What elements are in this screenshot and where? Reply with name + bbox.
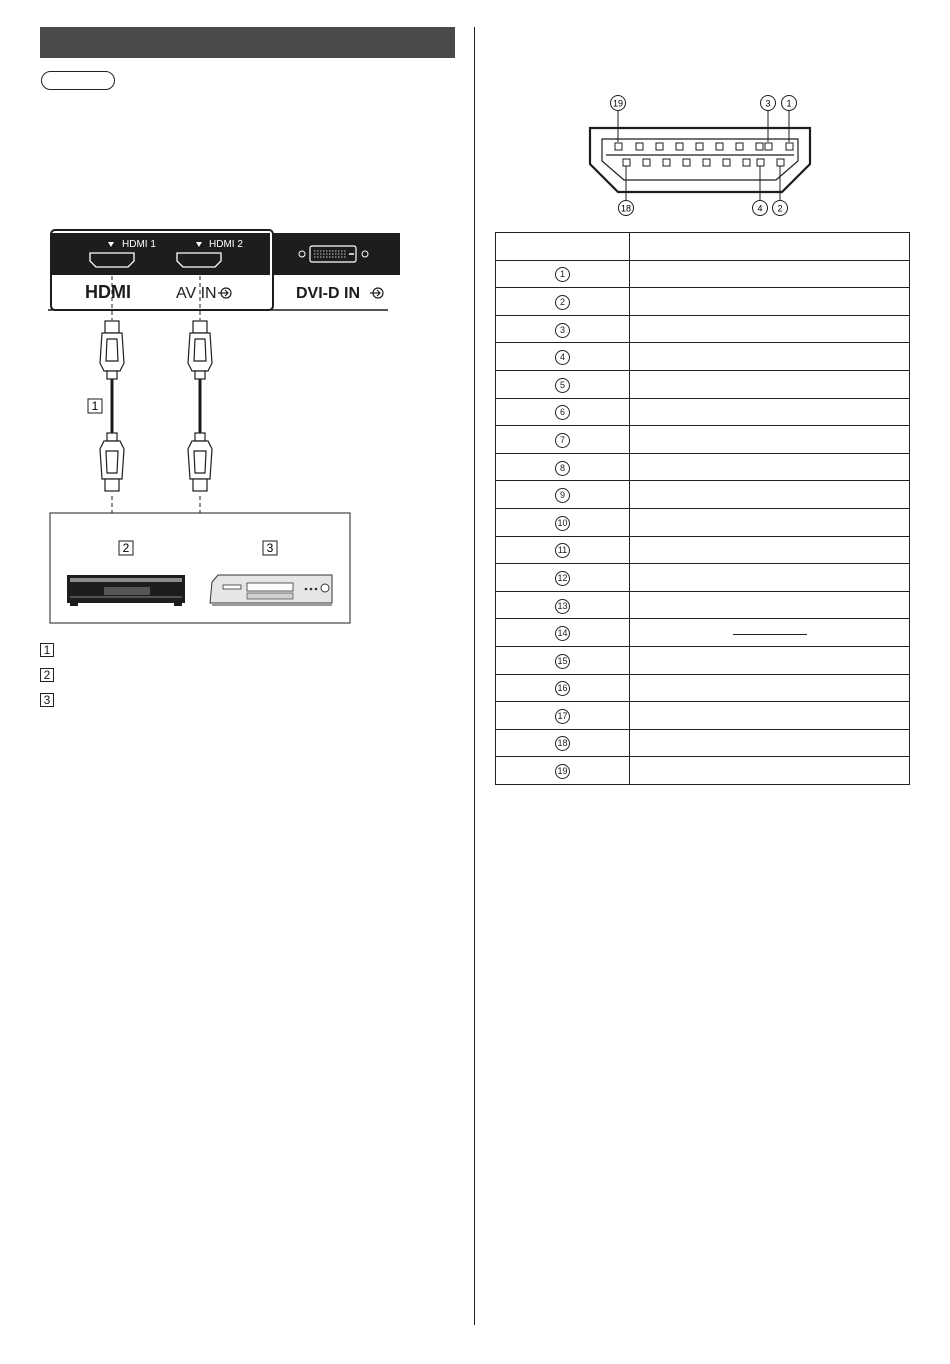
pin-number: 19 bbox=[555, 764, 570, 779]
header-signal-cell bbox=[630, 233, 910, 261]
signal-cell bbox=[630, 398, 910, 426]
pin-number-cell bbox=[496, 702, 630, 730]
table-row bbox=[496, 288, 910, 316]
pin-assignment-table bbox=[495, 232, 910, 785]
pin-number-cell bbox=[496, 674, 630, 702]
table-row bbox=[496, 315, 910, 343]
pin-number: 6 bbox=[555, 405, 570, 420]
pin-number: 10 bbox=[555, 516, 570, 531]
table-row bbox=[496, 729, 910, 757]
legend-item-3: 3 bbox=[40, 693, 54, 707]
table-row bbox=[496, 343, 910, 371]
table-row bbox=[496, 260, 910, 288]
table-row bbox=[496, 757, 910, 785]
callout-1: 1 bbox=[91, 399, 99, 413]
signal-cell bbox=[630, 619, 910, 647]
signal-cell bbox=[630, 729, 910, 757]
pin-number: 1 bbox=[555, 267, 570, 282]
dvd-player-icon bbox=[210, 575, 332, 606]
pin-number-cell bbox=[496, 453, 630, 481]
pin-number: 7 bbox=[555, 433, 570, 448]
table-row bbox=[496, 508, 910, 536]
pin-number-cell bbox=[496, 481, 630, 509]
legend-item-2: 2 bbox=[40, 668, 54, 682]
hdmi2-port-icon bbox=[177, 253, 221, 267]
pin-number-cell bbox=[496, 398, 630, 426]
hdmi-cable-2 bbox=[188, 321, 212, 491]
pin-number: 17 bbox=[555, 709, 570, 724]
table-row bbox=[496, 702, 910, 730]
header-pin-cell bbox=[496, 233, 630, 261]
hdmi-cable-1 bbox=[100, 321, 124, 491]
signal-cell bbox=[630, 260, 910, 288]
pin-number: 9 bbox=[555, 488, 570, 503]
av-in-label: AV IN bbox=[176, 285, 217, 302]
pin-number-cell bbox=[496, 757, 630, 785]
section-header-bar bbox=[40, 27, 455, 58]
table-row bbox=[496, 536, 910, 564]
pin-number-cell bbox=[496, 591, 630, 619]
column-divider bbox=[474, 27, 475, 1325]
table-row bbox=[496, 564, 910, 592]
pin-number-cell bbox=[496, 646, 630, 674]
pin-number: 11 bbox=[555, 543, 570, 558]
pin-label-2: 2 bbox=[777, 203, 783, 214]
signal-cell bbox=[630, 702, 910, 730]
table-row bbox=[496, 591, 910, 619]
signal-cell bbox=[630, 288, 910, 316]
signal-cell bbox=[630, 481, 910, 509]
pin-number-cell bbox=[496, 315, 630, 343]
pin-number: 5 bbox=[555, 378, 570, 393]
hdmi-pin-connector-diagram bbox=[580, 92, 820, 220]
table-row bbox=[496, 453, 910, 481]
pin-label-4: 4 bbox=[757, 203, 763, 214]
pin-number: 2 bbox=[555, 295, 570, 310]
signal-cell bbox=[630, 453, 910, 481]
pin-number-cell bbox=[496, 426, 630, 454]
pin-number: 8 bbox=[555, 461, 570, 476]
signal-cell bbox=[630, 370, 910, 398]
signal-cell bbox=[630, 343, 910, 371]
hdmi1-label: HDMI 1 bbox=[122, 239, 156, 250]
pin-number: 12 bbox=[555, 571, 570, 586]
pin-number-cell bbox=[496, 288, 630, 316]
signal-cell bbox=[630, 591, 910, 619]
hdmi2-label: HDMI 2 bbox=[209, 239, 243, 250]
pin-number: 4 bbox=[555, 350, 570, 365]
note-badge bbox=[41, 71, 115, 90]
callout-2: 2 bbox=[122, 541, 130, 555]
hdmi-logo: HDMI bbox=[85, 282, 131, 302]
table-row bbox=[496, 646, 910, 674]
legend-item-1: 1 bbox=[40, 643, 54, 657]
pin-number-cell bbox=[496, 508, 630, 536]
table-row bbox=[496, 481, 910, 509]
pin-label-3: 3 bbox=[765, 98, 771, 109]
table-row bbox=[496, 619, 910, 647]
signal-cell bbox=[630, 564, 910, 592]
pin-number-cell bbox=[496, 536, 630, 564]
vcr-icon bbox=[67, 575, 185, 606]
table-row bbox=[496, 426, 910, 454]
signal-cell bbox=[630, 536, 910, 564]
signal-cell bbox=[630, 508, 910, 536]
signal-cell bbox=[630, 674, 910, 702]
signal-cell bbox=[630, 426, 910, 454]
hdmi-connection-diagram bbox=[40, 225, 400, 625]
pin-number: 16 bbox=[555, 681, 570, 696]
table-row bbox=[496, 674, 910, 702]
pin-number: 15 bbox=[555, 654, 570, 669]
table-header-row bbox=[496, 233, 910, 261]
signal-cell bbox=[630, 646, 910, 674]
pin-number-cell bbox=[496, 729, 630, 757]
pin-label-1: 1 bbox=[786, 98, 792, 109]
pin-number-cell bbox=[496, 260, 630, 288]
table-row bbox=[496, 370, 910, 398]
hdmi1-port-icon bbox=[90, 253, 134, 267]
table-row bbox=[496, 398, 910, 426]
signal-cell bbox=[630, 315, 910, 343]
pin-number: 13 bbox=[555, 599, 570, 614]
pin-number: 14 bbox=[555, 626, 570, 641]
pin-number: 3 bbox=[555, 323, 570, 338]
dvi-in-label: DVI-D IN bbox=[296, 285, 360, 302]
callout-3: 3 bbox=[266, 541, 274, 555]
pin-number-cell bbox=[496, 343, 630, 371]
pin-number-cell bbox=[496, 564, 630, 592]
signal-cell bbox=[630, 757, 910, 785]
overline-mark bbox=[733, 634, 807, 635]
pin-number-cell bbox=[496, 370, 630, 398]
equipment-box bbox=[50, 513, 350, 623]
pin-label-18: 18 bbox=[620, 203, 632, 214]
pin-label-19: 19 bbox=[612, 98, 624, 109]
pin-number: 18 bbox=[555, 736, 570, 751]
pin-number-cell bbox=[496, 619, 630, 647]
